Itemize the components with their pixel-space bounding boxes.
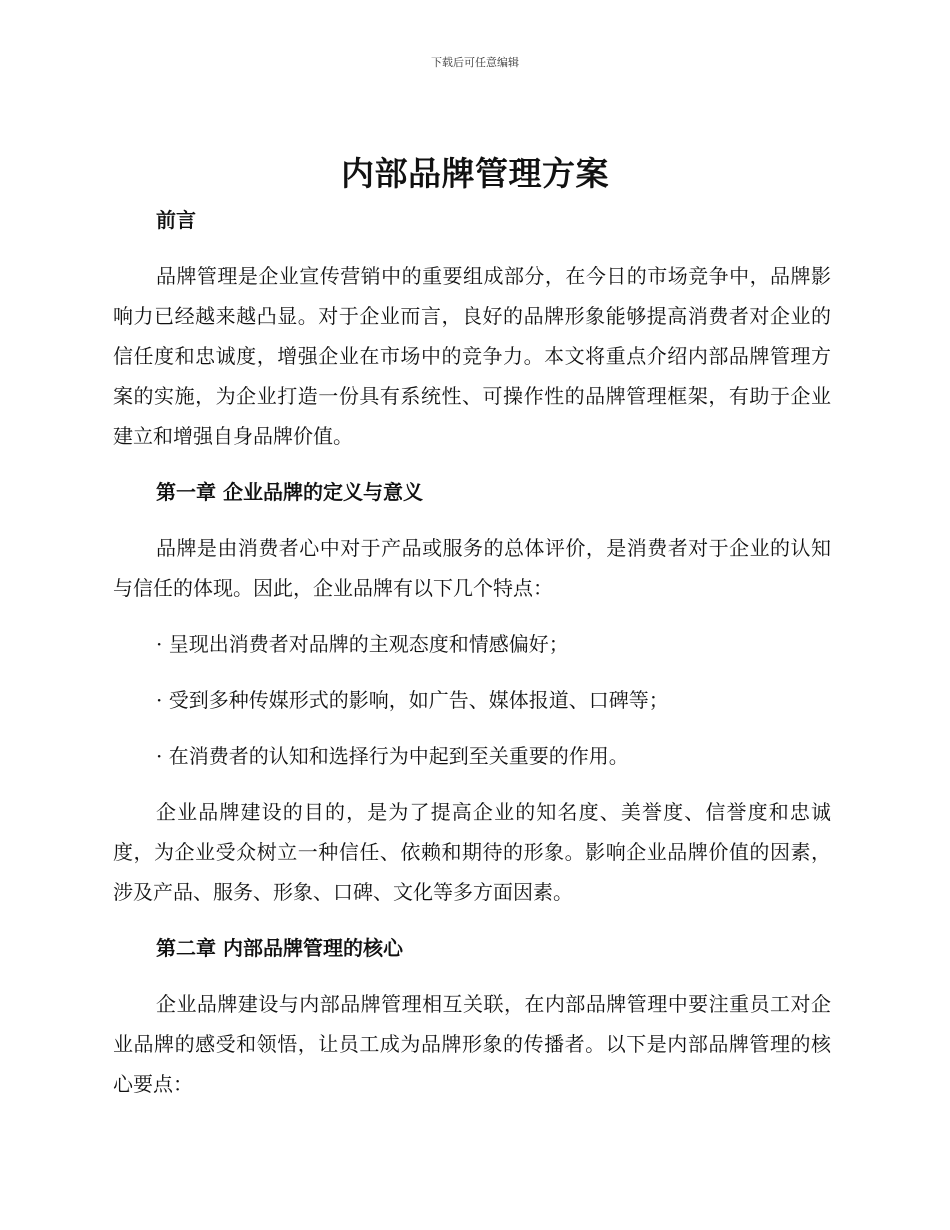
chapter1-paragraph-2: 企业品牌建设的目的，是为了提高企业的知名度、美誉度、信誉度和忠诚度，为企业受众树立一种信任、依赖和期待的形象。影响企业品牌价值的因素，涉及产品、服务、形象、口碑、文化等多方面因素。 <box>113 800 831 904</box>
chapter1-intro-paragraph: 品牌是由消费者心中对于产品或服务的总体评价，是消费者对于企业的认知与信任的体现。因此，企业品牌有以下几个特点： <box>113 536 831 600</box>
preface-paragraph: 品牌管理是企业宣传营销中的重要组成部分，在今日的市场竞争中，品牌影响力已经越来越凸显。对于企业而言，良好的品牌形象能够提高消费者对企业的信任度和忠诚度，增强企业在市场中的竞争力。本文将重点介绍内部品牌管理方案的实施，为企业打造一份具有系统性、可操作性的品牌管理框架，有助于企业建立和增强自身品牌价值。 <box>113 264 831 448</box>
chapter1-bullet: · 在消费者的认知和选择行为中起到至关重要的作用。 <box>156 744 629 768</box>
document-title: 内部品牌管理方案 <box>341 154 609 193</box>
page-header-note: 下载后可任意编辑 <box>431 56 519 69</box>
document-body <box>113 200 831 1104</box>
chapter2-paragraph: 企业品牌建设与内部品牌管理相互关联，在内部品牌管理中要注重员工对企业品牌的感受和领悟，让员工成为品牌形象的传播者。以下是内部品牌管理的核心要点： <box>113 992 831 1096</box>
chapter1-bullet: · 呈现出消费者对品牌的主观态度和情感偏好； <box>156 632 569 656</box>
chapter1-heading: 第一章 企业品牌的定义与意义 <box>156 480 423 504</box>
preface-heading: 前言 <box>156 208 196 232</box>
chapter1-bullet: · 受到多种传媒形式的影响，如广告、媒体报道、口碑等； <box>156 688 669 712</box>
chapter2-heading: 第二章 内部品牌管理的核心 <box>156 936 403 960</box>
